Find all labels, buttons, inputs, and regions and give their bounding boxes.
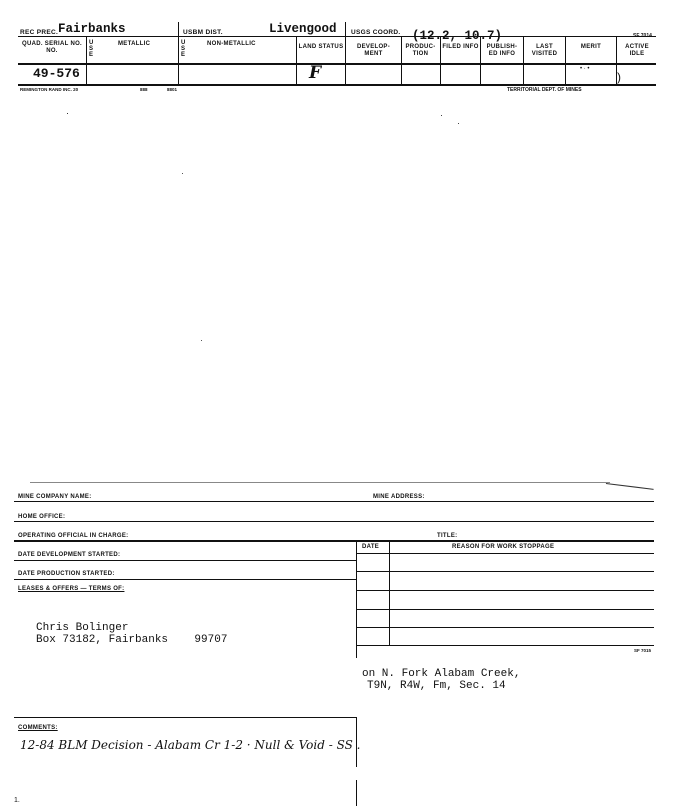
rec-prec-label: REC PREC. — [20, 29, 59, 36]
usbm-dist-label: USBM DIST. — [183, 29, 223, 36]
published-info-header: PUBLISH- ED INFO — [486, 44, 518, 57]
land-status-header: LAND STATUS — [298, 44, 344, 50]
row-rule — [14, 560, 356, 561]
leases-label: LEASES & OFFERS — TERMS OF: — [18, 586, 125, 592]
date-production-label: DATE PRODUCTION STARTED: — [18, 571, 115, 577]
active-idle-header: ACTIVE IDLE — [625, 44, 649, 57]
page-mark: 1. — [14, 797, 20, 804]
use-metallic-header: U S E — [89, 40, 94, 58]
card-top-rule — [30, 482, 610, 483]
active-idle-mark: ) — [617, 70, 621, 84]
usgs-coord-label: USGS COORD. — [351, 29, 401, 36]
scan-speck — [201, 340, 202, 341]
rec-prec-value: Fairbanks — [58, 22, 126, 36]
development-header: DEVELOP- MENT — [356, 44, 391, 57]
row-rule — [14, 521, 654, 522]
form-number-top: SF 7014 — [633, 33, 652, 39]
row-rule — [356, 571, 654, 572]
scan-speck — [458, 123, 459, 124]
col-divider — [356, 540, 357, 658]
imprint-code-b: 8801 — [167, 87, 178, 92]
filed-info-header: FILED INFO — [442, 44, 479, 50]
col-divider — [440, 36, 441, 84]
title-label: TITLE: — [437, 533, 458, 539]
usgs-coord-value: (12.2, 10.7) — [412, 29, 503, 43]
operating-official-label: OPERATING OFFICIAL IN CHARGE: — [18, 533, 129, 539]
header-rule-3 — [18, 84, 656, 86]
col-divider — [178, 22, 179, 84]
printer-imprint: REMINGTON RAND INC. 20 — [20, 87, 79, 92]
serial-number-value: 49-576 — [33, 66, 80, 81]
col-divider — [345, 22, 346, 84]
row-rule — [356, 553, 654, 554]
mine-company-name-label: MINE COMPANY NAME: — [18, 494, 92, 500]
production-header: PRODUC- TION — [405, 44, 436, 57]
header-rule-2 — [18, 63, 656, 65]
row-rule — [356, 590, 654, 591]
comments-label: COMMENTS: — [18, 725, 58, 731]
owner-address: Box 73182, Fairbanks 99707 — [36, 634, 228, 646]
stoppage-date-label: DATE — [362, 544, 380, 550]
scan-speck — [182, 173, 183, 174]
row-rule — [356, 627, 654, 628]
location-line-2: T9N, R4W, Fm, Sec. 14 — [367, 680, 506, 692]
usbm-dist-value: Livengood — [269, 22, 337, 36]
form-number-bottom: SF 7015 — [634, 648, 652, 653]
department-imprint: TERRITORIAL DEPT. OF MINES — [507, 87, 582, 93]
merit-mark: • · • — [580, 66, 590, 72]
imprint-code-a: 888 — [140, 87, 148, 92]
card-top-curve — [604, 483, 653, 502]
col-divider — [86, 36, 87, 84]
quad-serial-header: QUAD. SERIAL NO. NO. — [21, 41, 83, 54]
header-rule-1 — [18, 36, 656, 37]
date-development-label: DATE DEVELOPMENT STARTED: — [18, 552, 121, 558]
scan-speck — [67, 113, 68, 114]
col-divider — [296, 36, 297, 84]
land-status-value: F — [309, 63, 322, 83]
use-nonmetallic-header: U S E — [181, 40, 186, 58]
row-rule — [356, 609, 654, 610]
owner-name: Chris Bolinger — [36, 622, 129, 634]
home-office-label: HOME OFFICE: — [18, 514, 66, 520]
scan-speck — [441, 115, 442, 116]
metallic-header: METALLIC — [118, 41, 151, 47]
handwritten-comment: 12-84 BLM Decision - Alabam Cr 1-2 · Null & Void - SS . — [20, 738, 361, 752]
row-rule — [14, 501, 654, 502]
stoppage-reason-label: REASON FOR WORK STOPPAGE — [452, 544, 555, 550]
merit-header: MERIT — [580, 44, 602, 50]
col-divider — [565, 36, 566, 84]
row-rule — [14, 579, 356, 580]
location-line-1: on N. Fork Alabam Creek, — [362, 668, 521, 680]
nonmetallic-header: NON-METALLIC — [207, 41, 256, 47]
row-rule — [14, 717, 356, 718]
mine-address-label: MINE ADDRESS: — [373, 494, 425, 500]
row-rule — [14, 540, 654, 542]
col-divider — [356, 780, 357, 806]
row-rule — [356, 645, 654, 646]
col-divider — [480, 36, 481, 84]
col-divider — [523, 36, 524, 84]
col-divider — [389, 540, 390, 645]
last-visited-header: LAST VISITED — [531, 44, 558, 57]
